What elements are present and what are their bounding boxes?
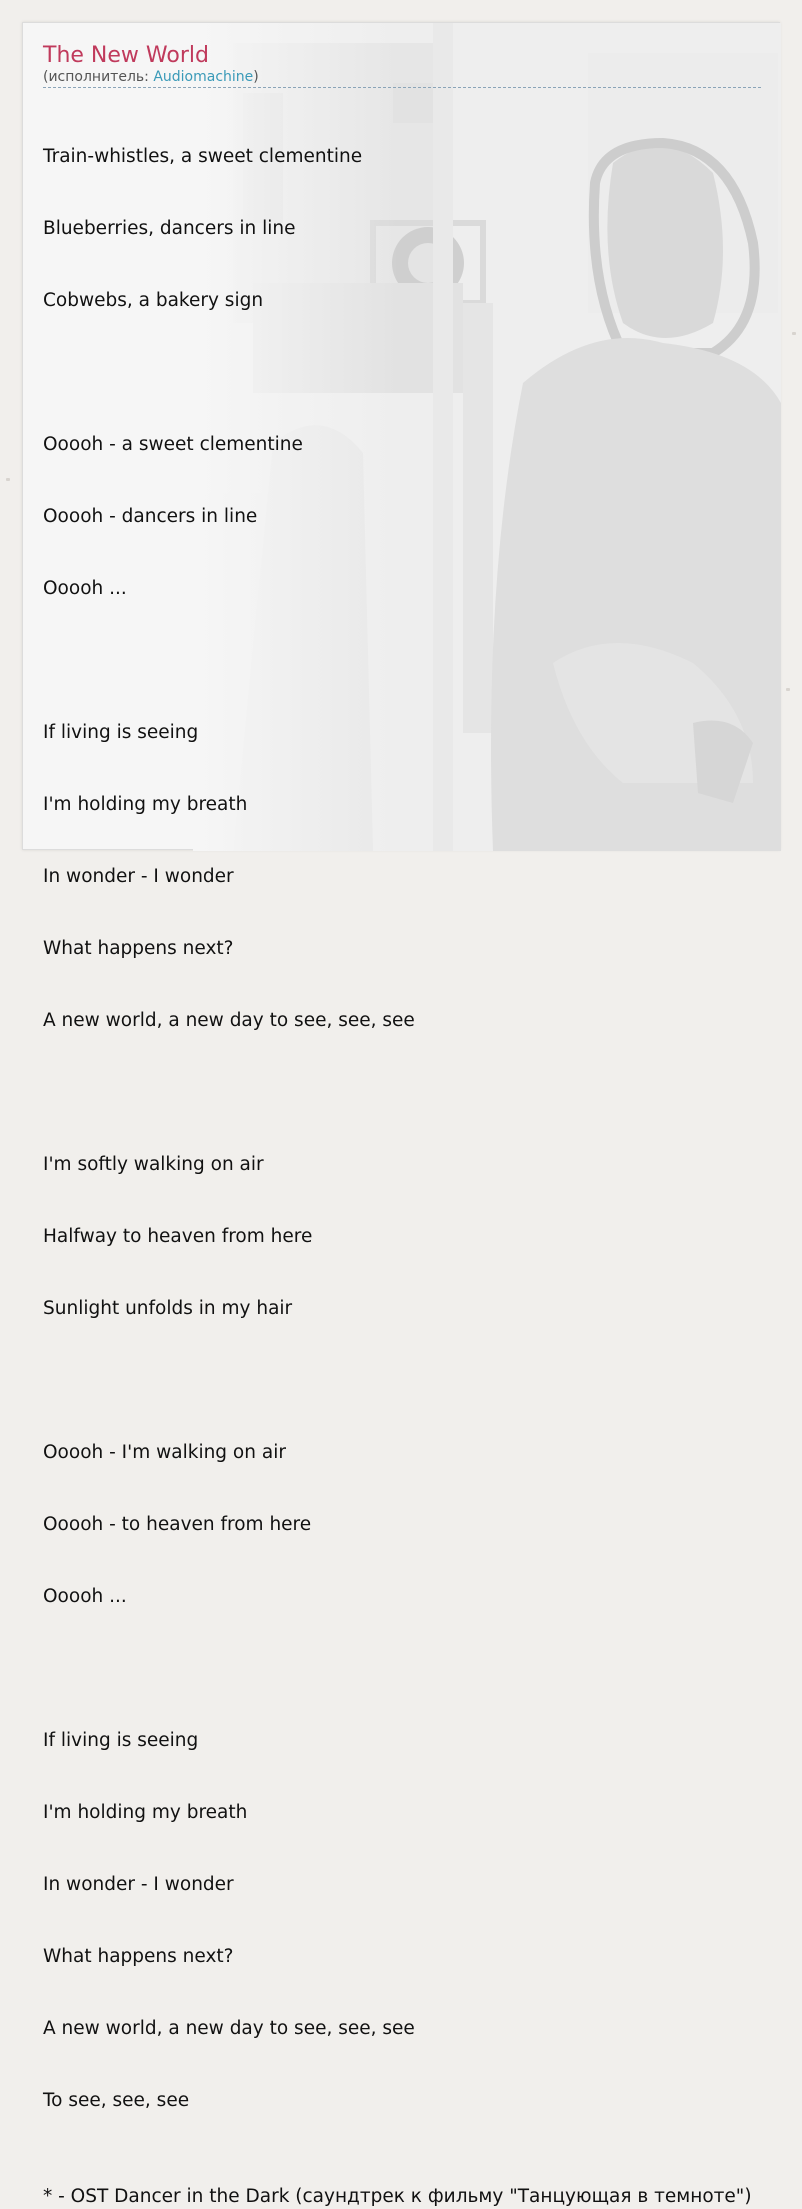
- lyric-line: What happens next?: [43, 938, 234, 959]
- performer-line: [43, 69, 779, 85]
- lyric-line: I'm softly walking on air: [43, 1154, 264, 1175]
- lyric-line: What happens next?: [43, 1946, 234, 1967]
- lyric-line: [43, 1369, 779, 1393]
- lyric-line: [43, 1081, 779, 1105]
- lyric-line: In wonder - I wonder: [43, 1874, 234, 1895]
- lyric-line: A new world, a new day to see, see, see: [43, 2018, 415, 2039]
- lyrics-text: [43, 97, 779, 2161]
- lyric-line: Ooooh - to heaven from here: [43, 1514, 312, 1535]
- lyric-line: In wonder - I wonder: [43, 866, 234, 887]
- lyric-line: Ooooh ...: [43, 1586, 127, 1607]
- lyric-line: Ooooh - a sweet clementine: [43, 434, 303, 455]
- lyric-line: Ooooh - I'm walking on air: [43, 1442, 286, 1463]
- lyric-line: [43, 1657, 779, 1681]
- lyrics-card: [22, 22, 780, 2207]
- lyric-line: Sunlight unfolds in my hair: [43, 1298, 293, 1319]
- lyric-line: Halfway to heaven from here: [43, 1226, 313, 1247]
- lyric-line: [43, 649, 779, 673]
- performer-suffix: ): [253, 69, 259, 85]
- song-title: The New World: [43, 43, 209, 68]
- lyric-line: To see, see, see: [43, 2090, 190, 2111]
- lyric-line: Ooooh - dancers in line: [43, 506, 258, 527]
- soundtrack-footnote: * - OST Dancer in the Dark (саундтрек к фильму "Танцующая в темноте"): [43, 2186, 752, 2207]
- lyric-line: Ooooh ...: [43, 578, 127, 599]
- lyric-line: Cobwebs, a bakery sign: [43, 290, 264, 311]
- lyric-line: A new world, a new day to see, see, see: [43, 1010, 415, 1031]
- performer-prefix: (исполнитель:: [43, 69, 154, 85]
- lyric-line: [43, 361, 779, 385]
- lyric-line: If living is seeing: [43, 1730, 199, 1751]
- title-divider: [43, 87, 761, 88]
- lyric-line: If living is seeing: [43, 722, 199, 743]
- lyric-line: I'm holding my breath: [43, 794, 248, 815]
- artist-link[interactable]: Audiomachine: [153, 69, 254, 85]
- lyric-line: Blueberries, dancers in line: [43, 218, 296, 239]
- lyric-line: I'm holding my breath: [43, 1802, 248, 1823]
- lyric-line: Train-whistles, a sweet clementine: [43, 146, 363, 167]
- song-content: [43, 43, 779, 2209]
